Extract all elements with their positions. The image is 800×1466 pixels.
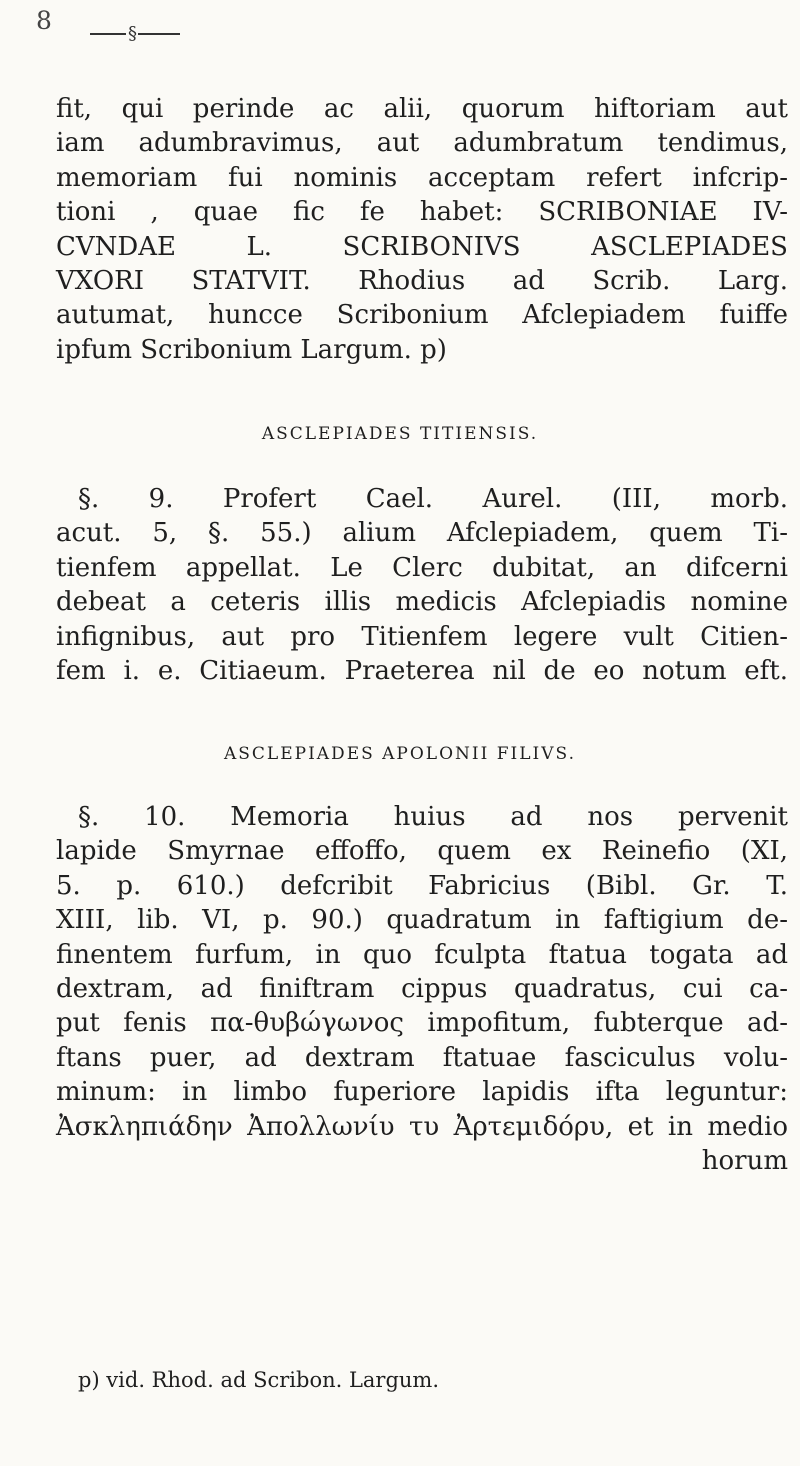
- text-line: CVNDAE L. SCRIBONIVS ASCLEPIADES: [56, 231, 788, 262]
- footnote: p) vid. Rhod. ad Scribon. Largum.: [78, 1368, 440, 1392]
- header-ornament: §: [90, 20, 180, 44]
- text-line: §. 10. Memoria huius ad nos pervenit: [78, 802, 788, 832]
- section-heading-titiensis: ASCLEPIADES TITIENSIS.: [261, 424, 539, 444]
- text-line: finentem furfum, in quo fculpta ftatua togata ad: [56, 939, 788, 970]
- text-line: 5. p. 610.) defcribit Fabricius (Bibl. Gr. T.: [56, 870, 788, 901]
- text-line: minum: in limbo fuperiore lapidis ifta leguntur:: [56, 1077, 788, 1108]
- text-line: ipfum Scribonium Largum. p): [56, 334, 447, 365]
- paragraph-2: [56, 482, 788, 688]
- paragraph-3: [56, 800, 788, 1178]
- text-line: ftans puer, ad dextram ftatuae fasciculus volu-: [56, 1042, 788, 1073]
- text-line: Ἀσκληπιάδην Ἀπολλωνίυ τυ Ἀρτεμιδόρυ, et in medio: [56, 1111, 788, 1142]
- text-line: autumat, huncce Scribonium Afclepiadem fuiffe: [56, 300, 788, 331]
- text-line: put fenis πα-θυβώγωνος impofitum, fubterque ad-: [56, 1008, 788, 1039]
- text-line: XIII, lib. VI, p. 90.) quadratum in faftigium de-: [56, 905, 788, 936]
- text-line: VXORI STATVIT. Rhodius ad Scrib. Larg.: [56, 266, 788, 297]
- text-line: infignibus, aut pro Titienfem legere vult Citien-: [56, 621, 788, 652]
- page-number: 8: [36, 6, 52, 35]
- text-line: acut. 5, §. 55.) alium Afclepiadem, quem Ti-: [56, 518, 788, 549]
- text-line: memoriam fui nominis acceptam refert infcrip-: [56, 162, 788, 193]
- text-line: dextram, ad finiftram cippus quadratus, cui ca-: [56, 974, 788, 1005]
- section-heading-apolonii: ASCLEPIADES APOLONII FILIVS.: [224, 744, 576, 764]
- text-line: tienfem appellat. Le Clerc dubitat, an difcerni: [56, 552, 788, 583]
- text-line: fit, qui perinde ac alii, quorum hiftoriam aut: [56, 94, 788, 124]
- text-line: lapide Smyrnae effoffo, quem ex Reinefio (XI,: [56, 836, 788, 867]
- text-line: §. 9. Profert Cael. Aurel. (III, morb.: [78, 484, 788, 514]
- paragraph-1: [56, 92, 788, 367]
- text-line: iam adumbravimus, aut adumbratum tendimus,: [56, 128, 788, 159]
- text-line: debeat a ceteris illis medicis Afclepiadis nomine: [56, 587, 788, 618]
- text-line: fem i. e. Citiaeum. Praeterea nil de eo notum eft.: [56, 656, 788, 687]
- page-header: [0, 6, 800, 46]
- text-line: tioni , quae fic fe habet: SCRIBONIAE IV-: [56, 197, 788, 228]
- text-line: horum: [701, 1146, 788, 1177]
